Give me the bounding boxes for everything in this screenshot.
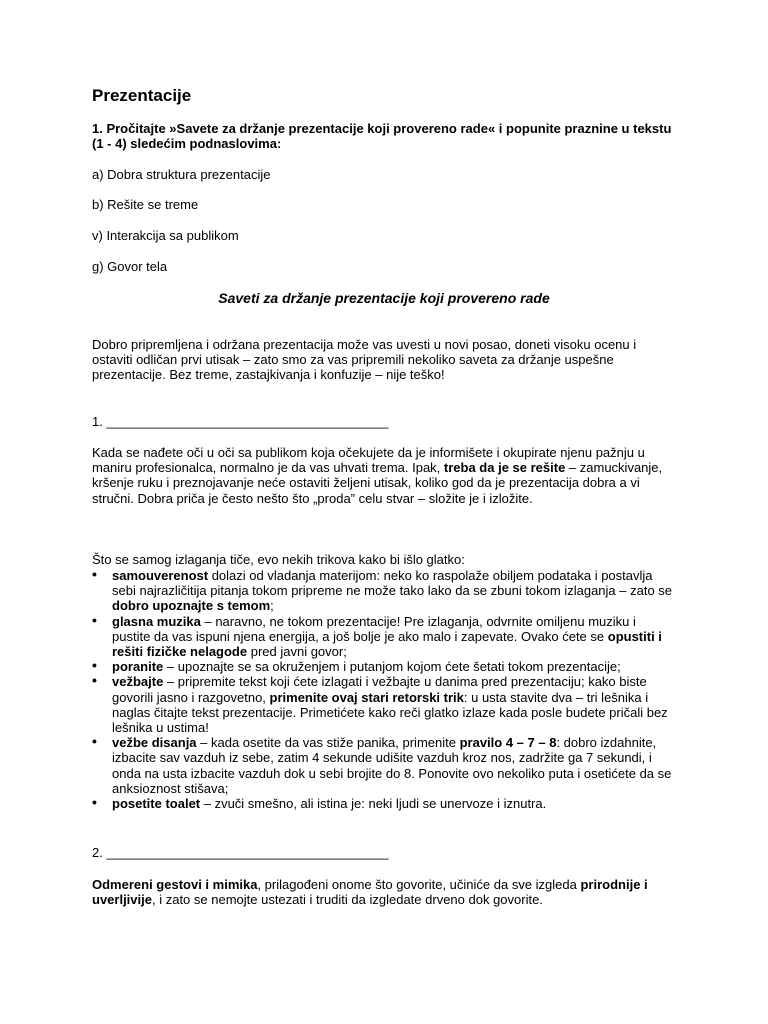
list-item xyxy=(92,568,676,614)
trick-text-2: ; xyxy=(270,598,274,614)
list-item xyxy=(92,735,676,796)
section-2-bold-2: prirodnije i uverljivije xyxy=(92,877,648,908)
tricks-list xyxy=(92,568,676,811)
trick-bold: posetite toalet xyxy=(112,796,201,812)
list-item xyxy=(92,674,676,735)
trick-text-2: : u usta stavite dva – tri lešnika i naglas čitajte tekst prezentacije. Primetićete kako reči glatko izlaze kada posle budete pričali bez lešnika u ustima! xyxy=(112,689,668,736)
task-instruction: 1. Pročitajte »Savete za držanje prezentacije koji provereno rade« i popunite praznine u tekstu (1 - 4) sledećim podnaslovima: xyxy=(92,121,672,152)
trick-text: – upoznajte se sa okruženjem i putanjom kojom ćete šetati tokom prezentacije; xyxy=(163,659,621,675)
trick-bold-2: primenite ovaj stari retorski trik xyxy=(269,689,464,705)
trick-bold: vežbajte xyxy=(112,674,164,690)
intro-paragraph: Dobro pripremljena i održana prezentacija može vas uvesti u novi posao, doneti visoku ocenu i ostaviti odličan prvi utisak – zato smo za vas pripremili nekoliko saveta za držanje uspešne prezentacije. Bez treme, zastajkivanja i konfuzije – nije teško! xyxy=(92,337,637,383)
list-item xyxy=(92,796,676,811)
blank-heading-1: 1. _______________________________________ xyxy=(92,414,389,429)
trick-text: – zvuči smešno, ali istina je: neki ljudi se unervoze i iznutra. xyxy=(200,796,547,812)
trick-bold: glasna muzika xyxy=(112,613,201,629)
option-b: b) Rešite se treme xyxy=(92,197,199,212)
page-title: Prezentacije xyxy=(92,86,192,105)
section-2-text-1: , prilagođeni onome što govorite, učiniće da sve izgleda xyxy=(257,877,581,892)
trick-text: – naravno, ne tokom prezentacije! Pre izlaganja, odvrnite omiljenu muziku i pustite da vas ispuni njena energija, a još bolje je ako malo i zapevate. Ovako ćete se xyxy=(112,613,636,644)
trick-text-2: : dobro izdahnite, izbacite sav vazduh iz sebe, zatim 4 sekunde udišite vazduh kroz nos, zadržite ga 7 sekundi, i onda na usta izbacite vazduh dok u sebi brojite do 8. Ponovite ovo nekoliko puta i osetićete da se anksioznost stišava; xyxy=(112,735,672,796)
list-item xyxy=(92,659,676,674)
blank-heading-2: 2. _______________________________________ xyxy=(92,845,389,860)
list-item xyxy=(92,614,676,660)
option-v: v) Interakcija sa publikom xyxy=(92,228,239,243)
option-g: g) Govor tela xyxy=(92,259,168,274)
section-2-bold-1: Odmereni gestovi i mimika xyxy=(92,877,258,892)
trick-bold-2: pravilo 4 – 7 – 8 xyxy=(459,735,557,751)
trick-bold-2: dobro upoznajte s temom xyxy=(112,598,271,614)
option-a: a) Dobra struktura prezentacije xyxy=(92,167,271,182)
tricks-intro: Što se samog izlaganja tiče, evo nekih trikova kako bi išlo glatko: xyxy=(92,552,465,567)
section-1-paragraph xyxy=(92,445,676,506)
trick-bold: poranite xyxy=(112,659,164,675)
section-1-text-b: – zamuckivanje, kršenje ruku i preznojavanje neće ostaviti željeni utisak, koliko god da je prezentacija dobra a vi stručni. Dobra priča je često nešto što „proda” celu stvar – složite je i izložite. xyxy=(92,460,663,506)
trick-text: dolazi od vladanja materijom: neko ko raspolaže obiljem podataka i postavlja sebi najrazličitija pitanja tokom pripreme ne može tako lako da se zbuni tokom izlaganja – zato se xyxy=(112,568,673,599)
trick-text: – kada osetite da vas stiže panika, primenite xyxy=(196,735,460,751)
section-2-paragraph xyxy=(92,877,676,907)
trick-bold: vežbe disanja xyxy=(112,735,197,751)
article-subtitle: Saveti za držanje prezentacije koji provereno rade xyxy=(218,290,550,306)
section-1-bold: treba da je se rešite xyxy=(443,460,566,476)
trick-text-2: pred javni govor; xyxy=(247,644,347,660)
section-2-text-2: , i zato se nemojte ustezati i truditi da izgledate drveno dok govorite. xyxy=(151,892,543,908)
trick-text: – pripremite tekst koji ćete izlagati i vežbajte u danima pred prezentaciju; kako biste govorili jasno i razgovetno, xyxy=(112,674,647,705)
trick-bold-2: opustiti i rešiti fizičke nelagode xyxy=(112,628,662,660)
trick-bold: samouverenost xyxy=(112,568,209,583)
section-1-text-a: Kada se nađete oči u oči sa publikom koja očekujete da je informišete i okupirate njenu pažnju u maniru profesionalca, normalno je da vas uhvati trema. Ipak, xyxy=(92,445,645,476)
